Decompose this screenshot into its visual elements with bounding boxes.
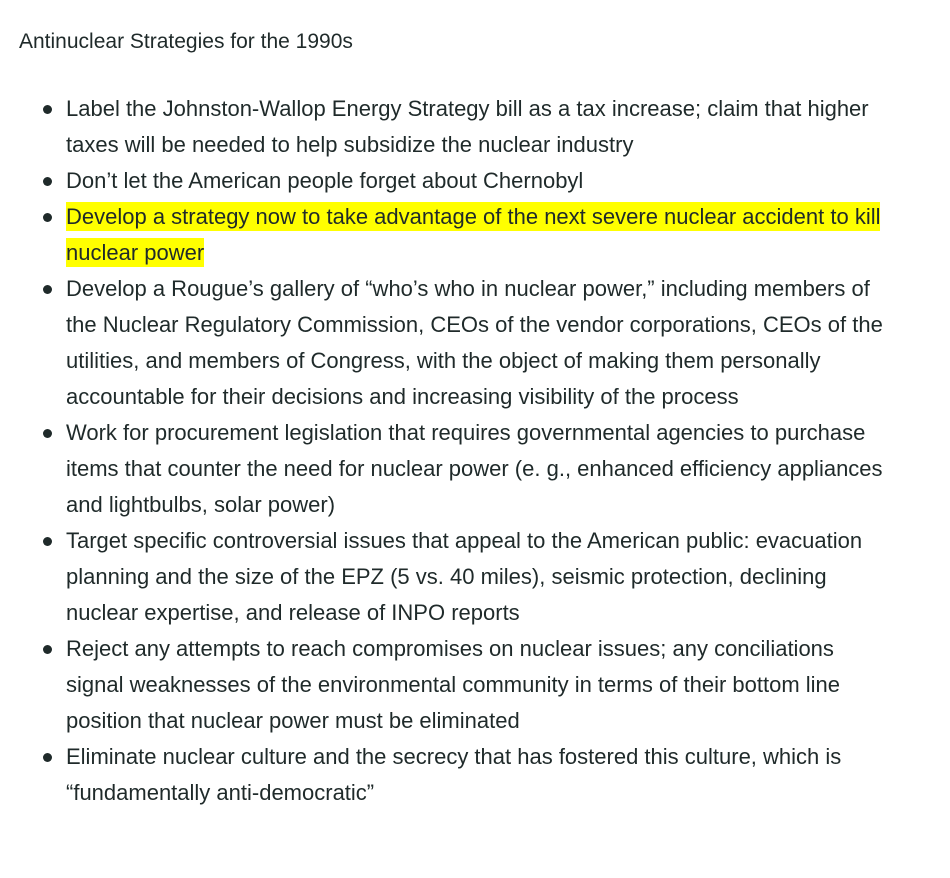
list-item-text: Work for procurement legislation that requires governmental agencies to purchase items that counter the need for nuclear power (e. g., enhanced efficiency appliances and lightbulbs, solar power)	[66, 420, 883, 517]
list-item	[0, 631, 896, 739]
list-item	[0, 163, 896, 199]
list-item-text: Label the Johnston-Wallop Energy Strategy bill as a tax increase; claim that higher taxes will be needed to help subsidize the nuclear industry	[66, 96, 869, 157]
list-item-text: Develop a strategy now to take advantage of the next severe nuclear accident to kill nuclear power	[66, 204, 881, 265]
bullet-icon	[43, 429, 52, 438]
list-item	[0, 415, 896, 523]
bullet-icon	[43, 537, 52, 546]
bullet-icon	[43, 105, 52, 114]
bullet-icon	[43, 645, 52, 654]
list-item-text: Reject any attempts to reach compromises on nuclear issues; any conciliations signal weaknesses of the environmental community in terms of their bottom line position that nuclear power must be eliminated	[66, 636, 841, 733]
list-item	[0, 271, 896, 415]
list-item	[0, 199, 896, 271]
list-item-text: Develop a Rougue’s gallery of “who’s who in nuclear power,” including members of the Nuclear Regulatory Commission, CEOs of the vendor corporations, CEOs of the utilities, and members of Congress, with the object of making them personally accountable for their decisions and increasing visibility of the process	[66, 276, 883, 409]
list-item-text: Don’t let the American people forget about Chernobyl	[66, 168, 584, 193]
list-item	[0, 739, 896, 811]
document-title: Antinuclear Strategies for the 1990s	[19, 30, 353, 53]
bullet-icon	[43, 753, 52, 762]
bullet-icon	[43, 213, 52, 222]
list-item-text: Target specific controversial issues that appeal to the American public: evacuation planning and the size of the EPZ (5 vs. 40 miles), seismic protection, declining nuclear expertise, and release of INPO reports	[66, 528, 863, 625]
list-item-text: Eliminate nuclear culture and the secrecy that has fostered this culture, which is “fundamentally anti-democratic”	[66, 744, 842, 805]
strategy-list	[0, 91, 950, 811]
bullet-icon	[43, 177, 52, 186]
bullet-icon	[43, 285, 52, 294]
list-item	[0, 91, 896, 163]
list-item	[0, 523, 896, 631]
